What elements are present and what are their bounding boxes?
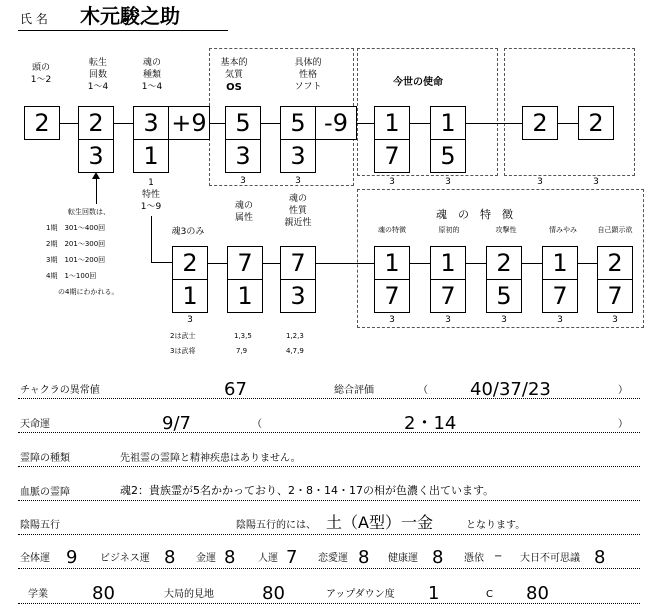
feat-label-2: 攻撃性: [495, 226, 517, 234]
box-s1-top: 2: [172, 246, 208, 280]
box-basic-bot: 3: [225, 139, 261, 173]
box-reinc-top: 2: [78, 106, 114, 140]
reinc-note-4: 4期 1〜100回: [46, 272, 97, 280]
fortune-label-1: ビジネス運: [100, 553, 150, 564]
tenmei-close: ）: [618, 419, 628, 430]
attr-val-1: 7,9: [236, 347, 248, 355]
inyo-big: 土（A型）一金: [326, 513, 433, 532]
box-conc-bot: 3: [280, 139, 316, 173]
feat-label-4: 自己顕示欲: [597, 226, 633, 234]
label-soul-type: 魂の 種類 1〜4: [141, 58, 163, 92]
total-close: ）: [618, 385, 628, 396]
box-s3-top: 7: [280, 246, 316, 280]
fortune-value-1: 8: [164, 547, 176, 568]
label-soul-attr: 魂の 属性: [234, 201, 253, 223]
row-line-2: [18, 432, 640, 433]
reisho-label: 霊障の種類: [20, 453, 70, 464]
reinc-note-2: 2期 201〜300回: [46, 240, 106, 248]
arrow-up-icon: [92, 172, 100, 179]
trait-connector-v: [151, 216, 152, 262]
box-f2-bot: 7: [430, 279, 466, 313]
reinc-note-5: の4期にわかれる。: [58, 288, 119, 296]
label-reincarnation: 転生 回数 1〜4: [87, 58, 109, 92]
ketsumyaku-label: 血脈の霊障: [20, 487, 70, 498]
box-s2-top: 7: [227, 246, 263, 280]
box-type-bot: 1: [133, 139, 169, 173]
taikyoku-value: 80: [262, 583, 285, 604]
label-mission: 今世の使命: [393, 77, 443, 88]
label-trait: 1 特性 1〜9: [140, 178, 162, 212]
box-reinc-bot: 3: [78, 139, 114, 173]
three-mission1: 3: [389, 177, 395, 187]
label-concrete: 具体的 性格 ソフト: [294, 58, 322, 92]
fortune-label-7: 大日不可思議: [520, 553, 580, 564]
trait-connector-h: [151, 262, 173, 263]
updown-value: 1: [428, 583, 440, 604]
study-label: 学業: [28, 589, 48, 600]
label-soul-features: 魂 の 特 徴: [436, 208, 513, 221]
total-value: 40/37/23: [470, 379, 551, 400]
inyo-text2: となります。: [466, 520, 526, 531]
box-mission1-top: 1: [374, 106, 410, 140]
box-f3-top: 2: [486, 246, 522, 280]
fortune-label-0: 全体運: [20, 553, 50, 564]
box-basic-top: 5: [225, 106, 261, 140]
samurai-0: 2は武士: [170, 332, 196, 340]
name-underline: [18, 30, 228, 31]
total-label: 総合評価: [334, 385, 374, 396]
row-line-1: [18, 398, 640, 399]
reinc-note-1: 1期 301〜400回: [46, 224, 106, 232]
reinc-arrow-line: [96, 176, 97, 204]
box-s3-bot: 3: [280, 279, 316, 313]
study-value: 80: [92, 583, 115, 604]
samurai-1: 3は武将: [170, 347, 196, 355]
box-mission2-top: 1: [430, 106, 466, 140]
label-basic: 基本的 気質: [220, 58, 248, 80]
box-type-top: 3: [133, 106, 169, 140]
box-plus: +9: [168, 106, 210, 140]
box-mission2-bot: 5: [430, 139, 466, 173]
three-conc: 3: [295, 176, 301, 186]
taikyoku-label: 大局的見地: [164, 589, 214, 600]
three-f2: 3: [445, 315, 451, 325]
name-label: 氏 名: [20, 12, 48, 26]
box-s2-bot: 1: [227, 279, 263, 313]
fortune-label-2: 金運: [196, 553, 216, 564]
feat-label-0: 魂の特徴: [378, 226, 406, 234]
fortune-value-0: 9: [66, 547, 78, 568]
fortune-value-7: 8: [594, 547, 606, 568]
inyo-label: 陰陽五行: [20, 520, 60, 531]
three-right1: 3: [537, 177, 543, 187]
fortune-value-4: 8: [358, 547, 370, 568]
fortune-value-5: 8: [432, 547, 444, 568]
row-line-3: [18, 466, 640, 467]
reinc-note-0: 転生回数は、: [68, 208, 110, 216]
inyo-text1: 陰陽五行的には、: [236, 520, 316, 531]
nature-val-1: 4,7,9: [286, 347, 304, 355]
fortune-value-3: 7: [286, 547, 298, 568]
three-f5: 3: [612, 315, 618, 325]
label-os: OS: [226, 82, 242, 93]
box-minus: -9: [315, 106, 357, 140]
updown-label: アップダウン度: [326, 589, 395, 600]
box-head: 2: [24, 106, 60, 140]
chakra-value: 67: [224, 379, 247, 400]
three-basic: 3: [240, 176, 246, 186]
row-line-6: [18, 568, 640, 569]
fortune-label-3: 人運: [258, 553, 278, 564]
row-line-5: [18, 534, 640, 535]
three-f1: 3: [389, 315, 395, 325]
feat-label-3: 情みやみ: [549, 226, 577, 234]
c-value: 80: [526, 583, 549, 604]
three-s1: 3: [187, 315, 193, 325]
person-name: 木元駿之助: [80, 4, 180, 28]
feat-label-1: 原初的: [438, 226, 460, 234]
label-head: 頭の 1〜2: [30, 63, 52, 85]
three-right2: 3: [593, 177, 599, 187]
box-f3-bot: 5: [486, 279, 522, 313]
fortune-label-4: 恋愛運: [318, 553, 348, 564]
box-f4-bot: 7: [542, 279, 578, 313]
reinc-note-3: 3期 101〜200回: [46, 256, 106, 264]
three-mission2: 3: [445, 177, 451, 187]
three-f3: 3: [501, 315, 507, 325]
box-f2-top: 1: [430, 246, 466, 280]
box-f5-top: 2: [597, 246, 633, 280]
chakra-label: チャクラの異常値: [20, 385, 100, 396]
box-f4-top: 1: [542, 246, 578, 280]
box-s1-bot: 1: [172, 279, 208, 313]
fortune-label-5: 健康運: [388, 553, 418, 564]
box-right2: 2: [578, 106, 614, 140]
attr-val-0: 1,3,5: [234, 332, 252, 340]
box-conc-top: 5: [280, 106, 316, 140]
c-label: C: [486, 589, 493, 600]
fortune-value-2: 8: [224, 547, 236, 568]
fortune-value-6: −: [494, 551, 503, 562]
box-right1: 2: [522, 106, 558, 140]
label-soul3: 魂3のみ: [171, 227, 205, 237]
total-open: （: [418, 385, 428, 396]
label-soul-nature: 魂の 性質 親近性: [284, 194, 312, 228]
row-line-7: [18, 603, 640, 604]
box-f5-bot: 7: [597, 279, 633, 313]
fortune-label-6: 憑依: [464, 553, 484, 564]
tenmei-value: 9/7: [162, 413, 191, 434]
box-f1-top: 1: [374, 246, 410, 280]
box-f1-bot: 7: [374, 279, 410, 313]
ketsumyaku-text: 魂2：貴族霊が5名かかっており、2・8・14・17の相が色濃く出ています。: [120, 484, 495, 497]
three-f4: 3: [557, 315, 563, 325]
nature-val-0: 1,2,3: [286, 332, 304, 340]
tenmei-open: （: [252, 419, 262, 430]
tenmei-value2: 2・14: [404, 413, 457, 434]
tenmei-label: 天命運: [20, 419, 50, 430]
box-mission1-bot: 7: [374, 139, 410, 173]
row-line-4: [18, 500, 640, 501]
reisho-text: 先祖霊の霊障と精神疾患はありません。: [120, 453, 301, 464]
